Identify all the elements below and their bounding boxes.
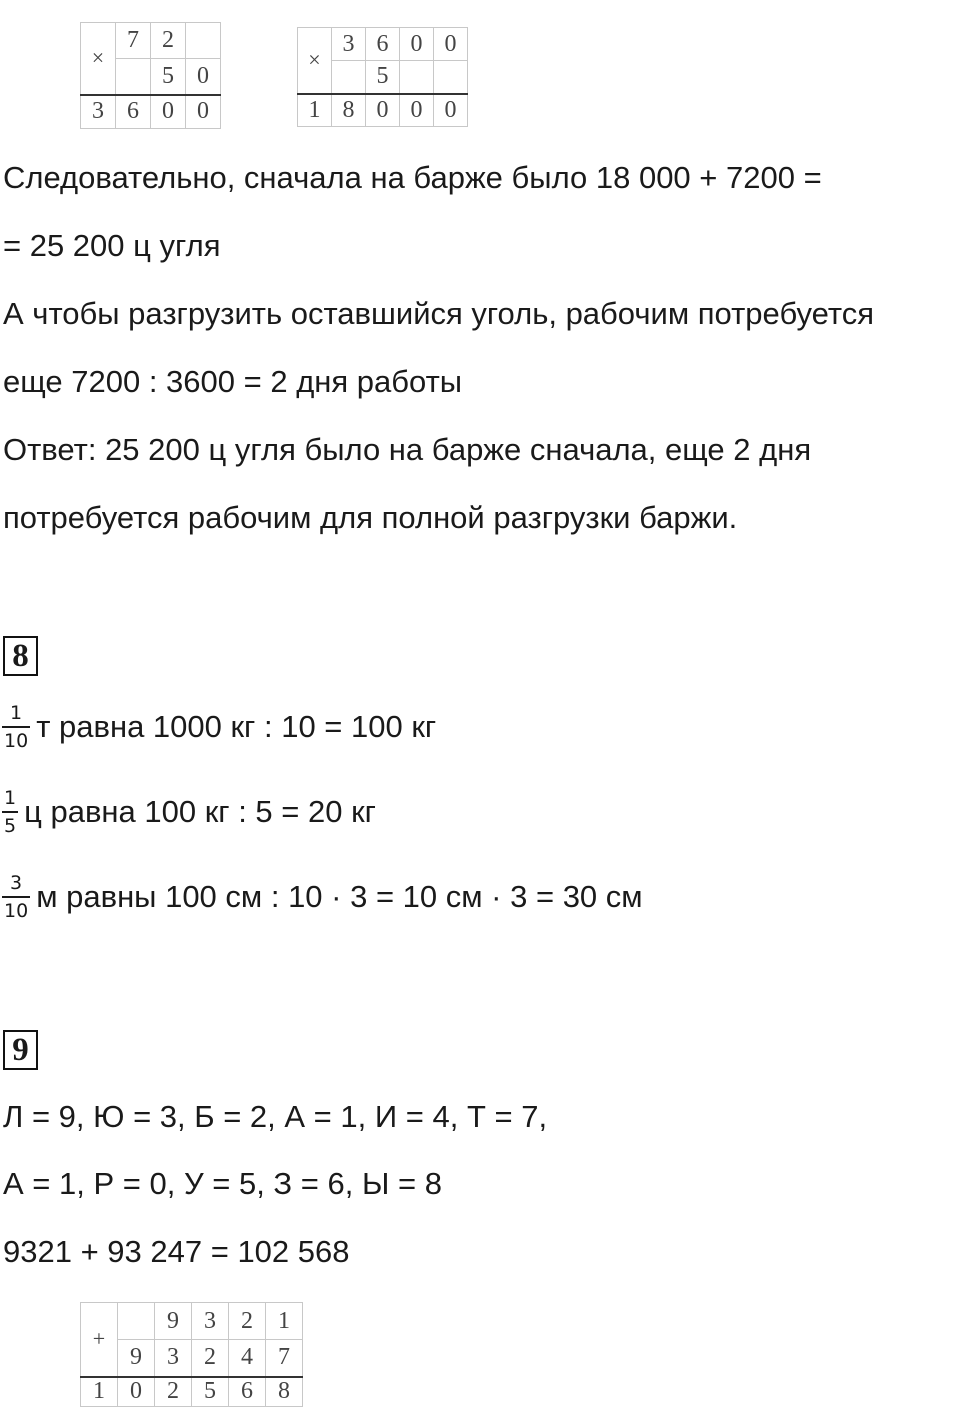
grid-cell: 9: [118, 1340, 155, 1377]
result-cell: 8: [266, 1377, 303, 1407]
grid-cell: [400, 61, 434, 94]
grid-cell: 7: [116, 23, 151, 59]
multiply-sign: ×: [81, 23, 116, 95]
fraction-line: [2, 872, 643, 922]
result-cell: 1: [81, 1377, 118, 1407]
fraction-text: ц равна 100 кг : 5 = 20 кг: [24, 794, 376, 829]
grid-cell: [186, 23, 221, 59]
result-cell: 6: [116, 95, 151, 129]
fraction-denominator: 10: [2, 896, 30, 922]
fraction-numerator: 1: [4, 787, 17, 809]
fraction-numerator: 1: [10, 702, 23, 724]
grid-cell: 4: [229, 1340, 266, 1377]
fraction-denominator: 5: [2, 811, 18, 837]
result-cell: 1: [298, 94, 332, 127]
grid-cell: 0: [186, 59, 221, 95]
fraction: [2, 872, 30, 922]
fraction-line: [2, 702, 436, 752]
fraction-numerator: 3: [10, 872, 23, 894]
fraction-denominator: 10: [2, 726, 30, 752]
grid-cell: 3: [155, 1340, 192, 1377]
result-cell: 3: [81, 95, 116, 129]
text-line: А чтобы разгрузить оставшийся уголь, рабочим потребуется: [3, 296, 875, 331]
text-line: еще 7200 : 3600 = 2 дня работы: [3, 364, 463, 399]
text-line: Следовательно, сначала на барже было 18 000 + 7200 =: [3, 160, 822, 195]
grid-cell: 3: [332, 28, 366, 61]
answer-line: Ответ: 25 200 ц угля было на барже сначала, еще 2 дня: [3, 432, 812, 467]
text-line: А = 1, Р = 0, У = 5, З = 6, Ы = 8: [3, 1166, 442, 1201]
result-cell: 6: [229, 1377, 266, 1407]
multiplication-grid-72x50: [80, 22, 221, 129]
grid-cell: 6: [366, 28, 400, 61]
grid-cell: [434, 61, 468, 94]
task-number-8: 8: [3, 636, 38, 676]
grid-cell: [116, 59, 151, 95]
result-cell: 2: [155, 1377, 192, 1407]
result-cell: 0: [400, 94, 434, 127]
result-cell: 0: [186, 95, 221, 129]
plus-sign: +: [81, 1303, 118, 1377]
grid-cell: [332, 61, 366, 94]
grid-cell: 2: [151, 23, 186, 59]
grid-cell: 2: [192, 1340, 229, 1377]
multiplication-grid-3600x5: [297, 27, 468, 127]
result-cell: 0: [366, 94, 400, 127]
result-cell: 8: [332, 94, 366, 127]
equation-line: 9321 + 93 247 = 102 568: [3, 1234, 350, 1269]
grid-cell: 3: [192, 1303, 229, 1340]
grid-cell: 0: [400, 28, 434, 61]
grid-cell: 2: [229, 1303, 266, 1340]
grid-cell: [118, 1303, 155, 1340]
result-cell: 0: [434, 94, 468, 127]
fraction-line: [2, 787, 376, 837]
grid-cell: 5: [151, 59, 186, 95]
grid-cell: 9: [155, 1303, 192, 1340]
fraction: [2, 702, 30, 752]
fraction: [2, 787, 18, 837]
result-cell: 5: [192, 1377, 229, 1407]
fraction-text: м равны 100 см : 10 · 3 = 10 см · 3 = 30 см: [36, 879, 643, 914]
grid-cell: 0: [434, 28, 468, 61]
text-line: = 25 200 ц угля: [3, 228, 221, 263]
answer-line: потребуется рабочим для полной разгрузки баржи.: [3, 500, 738, 535]
grid-cell: 1: [266, 1303, 303, 1340]
result-cell: 0: [118, 1377, 155, 1407]
grid-cell: 7: [266, 1340, 303, 1377]
addition-grid: [80, 1302, 303, 1407]
fraction-text: т равна 1000 кг : 10 = 100 кг: [36, 709, 437, 744]
grid-cell: 5: [366, 61, 400, 94]
result-cell: 0: [151, 95, 186, 129]
task-number-9: 9: [3, 1030, 38, 1070]
multiply-sign: ×: [298, 28, 332, 94]
text-line: Л = 9, Ю = 3, Б = 2, А = 1, И = 4, Т = 7,: [3, 1099, 548, 1134]
